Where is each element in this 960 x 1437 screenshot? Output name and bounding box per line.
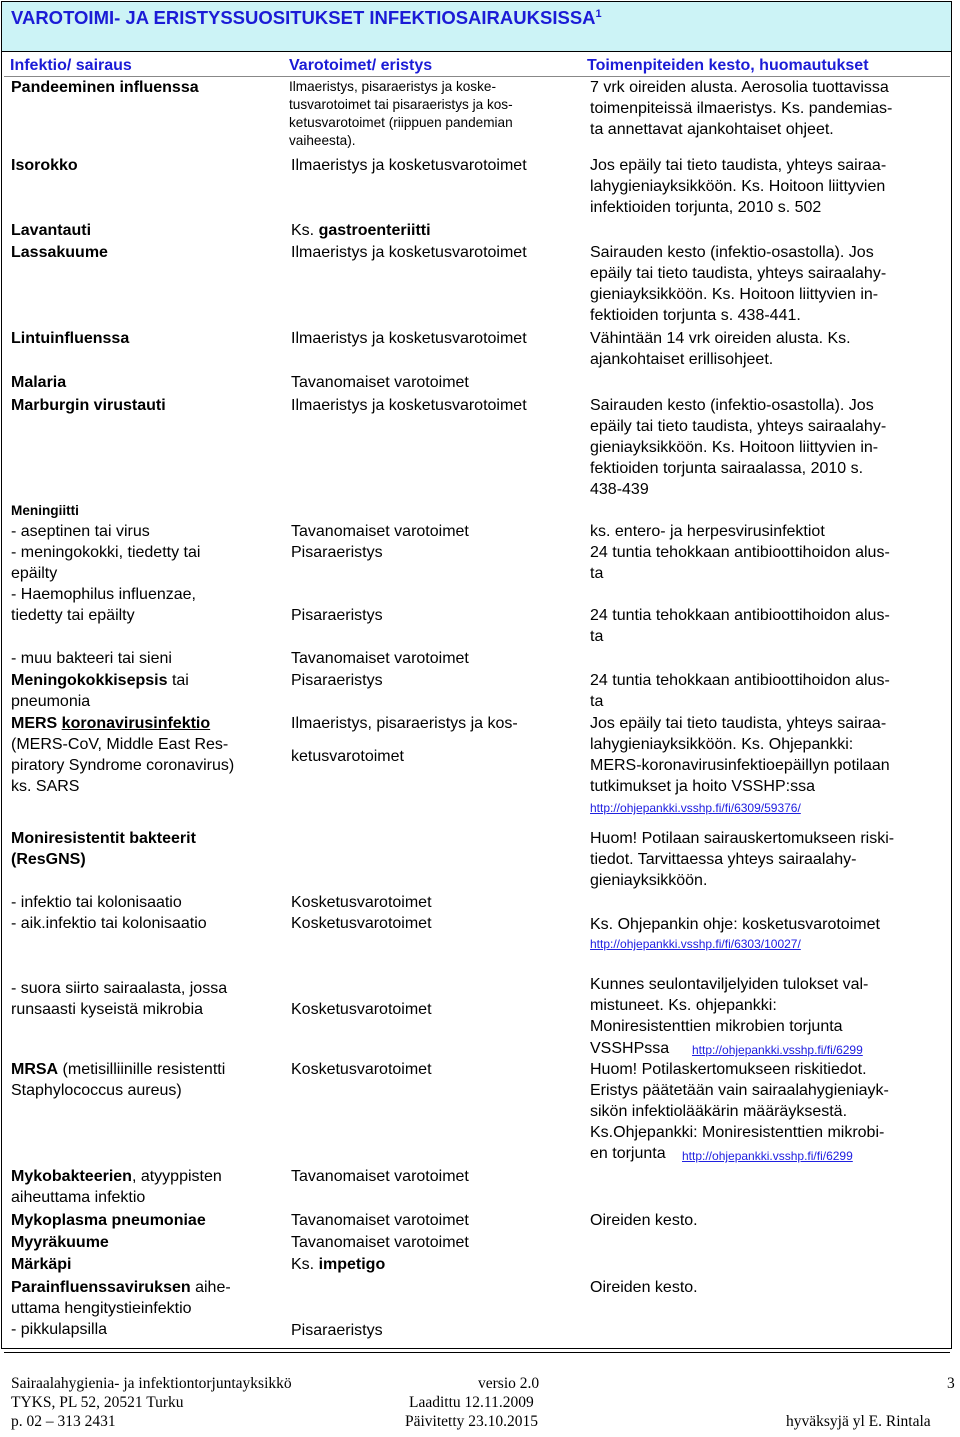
duration-note: ks. entero- ja herpesvirusinfektiot <box>590 523 825 540</box>
disease-name: Parainfluenssaviruksen aihe- uttama hengitystieinfektio - pikkulapsilla <box>11 1279 231 1338</box>
duration-note: 24 tuntia tehokkaan antibioottihoidon alus- ta <box>590 672 890 710</box>
duration-note: Kunnes seulontaviljelyiden tulokset val- mistuneet. Ks. ohjepankki: Moniresistenttien mikrobien torjunta <box>590 976 869 1035</box>
precaution-text: Tavanomaiset varotoimet <box>291 523 469 540</box>
footer-version: versio 2.0 <box>478 1375 540 1392</box>
disease-name: Mykobakteerien, atyyppisten aiheuttama infektio <box>11 1168 222 1206</box>
title-banner <box>1 1 952 52</box>
duration-note: VSSHPssa <box>590 1040 670 1057</box>
disease-subtypes: - aseptinen tai virus - meningokokki, tiedetty tai epäilty - Haemophilus influenzae, tiedetty tai epäilty <box>11 523 201 624</box>
precaution-text: Pisaraeristys <box>291 607 383 624</box>
disease-name: Lassakuume <box>11 244 108 261</box>
precaution-text: Ilmaeristys, pisaraeristys ja koske- tusvarotoimet tai pisaraeristys ja kos- ketusvarotoimet (riippuen pandemian vaiheesta). <box>289 79 513 148</box>
duration-note: Huom! Potilaskertomukseen riskitiedot. Eristys päätetään vain sairaalahygieniayk- sikön infektiolääkärin määräyksestä. Ks.Ohjepankki: Moniresistenttien mikrobi- <box>590 1061 889 1141</box>
precaution-reference: Ks. impetigo <box>291 1256 386 1273</box>
precaution-text: Pisaraeristys <box>291 672 383 689</box>
duration-note: Oireiden kesto. <box>590 1212 698 1229</box>
precaution-reference: Ks. gastroenteriitti <box>291 222 431 239</box>
disease-name: Lavantauti <box>11 222 92 239</box>
disease-name: Pandeeminen influenssa <box>11 79 199 96</box>
duration-note: Ks. Ohjepankin ohje: kosketusvarotoimet <box>590 916 880 933</box>
footer-page-number: 3 <box>947 1375 955 1392</box>
precaution-text: Ilmaeristys ja kosketusvarotoimet <box>291 244 527 261</box>
duration-note: Vähintään 14 vrk oireiden alusta. Ks. ajankohtaiset erillisohjeet. <box>590 330 851 368</box>
disease-subtype: - muu bakteeri tai sieni <box>11 650 172 667</box>
precaution-text: Tavanomaiset varotoimet <box>291 1234 469 1251</box>
ohjepankki-link[interactable]: http://ohjepankki.vsshp.fi/fi/6303/10027/ <box>590 937 801 951</box>
precaution-text: Tavanomaiset varotoimet <box>291 374 469 391</box>
duration-note: Sairauden kesto (infektio-osastolla). Jos epäily tai tieto taudista, yhteys sairaalahy- gieniayksikköön. Ks. Hoitoon liittyvien in- fektioiden torjunta sairaalassa, 2010 s. 438-439 <box>590 397 887 498</box>
precaution-text: Ilmaeristys ja kosketusvarotoimet <box>291 397 527 414</box>
precaution-text: Kosketusvarotoimet <box>291 1001 432 1018</box>
footer-created: Laadittu 12.11.2009 <box>409 1394 534 1411</box>
ohjepankki-link[interactable]: http://ohjepankki.vsshp.fi/fi/6299 <box>692 1043 863 1057</box>
duration-note: Huom! Potilaan sairauskertomukseen riski- tiedot. Tarvittaessa yhteys sairaalahy- gieniayksikköön. <box>590 830 895 889</box>
duration-note: Sairauden kesto (infektio-osastolla). Jos epäily tai tieto taudista, yhteys sairaalahy- gieniayksikköön. Ks. Hoitoon liittyvien in- fektioiden torjunta s. 438-441. <box>590 244 887 324</box>
disease-name: Lintuinfluenssa <box>11 330 130 347</box>
page-title: VAROTOIMI- JA ERISTYSSUOSITUKSET INFEKTIOSAIRAUKSISSA$^1$ <box>11 7 602 28</box>
footer-approver: hyväksyjä yl E. Rintala <box>786 1413 931 1430</box>
precaution-text: Kosketusvarotoimet <box>291 1061 432 1078</box>
disease-subtypes: - suora siirto sairaalasta, jossa runsaasti kyseistä mikrobia <box>11 980 228 1018</box>
precaution-text: Tavanomaiset varotoimet <box>291 650 469 667</box>
duration-note: 24 tuntia tehokkaan antibioottihoidon alus- ta <box>590 607 890 645</box>
disease-name: Mykoplasma pneumoniae <box>11 1212 206 1229</box>
duration-note: 7 vrk oireiden alusta. Aerosolia tuottavissa toimenpiteissä ilmaeristys. Ks. pandemias- ta annettavat ajankohtaiset ohjeet. <box>590 79 893 138</box>
precaution-text: Ilmaeristys, pisaraeristys ja kos- <box>291 715 518 732</box>
column-header-infection: Infektio/ sairaus <box>10 57 132 74</box>
disease-name: Malaria <box>11 374 67 391</box>
footer-updated: Päivitetty 23.10.2015 <box>405 1413 539 1430</box>
disease-name: MRSA (metisilliinille resistentti Staphylococcus aureus) <box>11 1061 226 1099</box>
footer-unit-info: Sairaalahygienia- ja infektiontorjuntayksikkö TYKS, PL 52, 20521 Turku p. 02 – 313 2431 <box>11 1375 292 1430</box>
disease-name: Isorokko <box>11 157 78 174</box>
column-header-duration: Toimenpiteiden kesto, huomautukset <box>587 57 869 74</box>
duration-note: 24 tuntia tehokkaan antibioottihoidon alus- ta <box>590 544 890 582</box>
column-header-precautions: Varotoimet/ eristys <box>289 57 433 74</box>
precaution-text: Pisaraeristys <box>291 544 383 561</box>
duration-note: en torjunta <box>590 1145 666 1162</box>
precaution-text: Tavanomaiset varotoimet <box>291 1212 469 1229</box>
disease-name: Marburgin virustauti <box>11 397 166 414</box>
disease-name: Meningiitti <box>11 503 79 518</box>
disease-name: Myyräkuume <box>11 1234 109 1251</box>
precaution-text: Kosketusvarotoimet Kosketusvarotoimet <box>291 894 432 932</box>
precaution-text: Tavanomaiset varotoimet <box>291 1168 469 1185</box>
disease-name: Moniresistentit bakteerit (ResGNS) <box>11 830 196 868</box>
duration-note: Oireiden kesto. <box>590 1279 698 1296</box>
precaution-text: Ilmaeristys ja kosketusvarotoimet <box>291 330 527 347</box>
precaution-text: ketusvarotoimet <box>291 748 404 765</box>
disease-name: MERS koronavirusinfektio (MERS-CoV, Middle East Res- piratory Syndrome coronavirus) ks. SARS <box>11 715 235 795</box>
duration-note: Jos epäily tai tieto taudista, yhteys sairaa- lahygieniayksikköön. Ks. Ohjepankki: MERS-koronavirusinfektioepäillyn potilaan tutkimukset ja hoito VSSHP:ssa <box>590 715 890 795</box>
disease-name: Meningokokkisepsis tai pneumonia <box>11 672 189 710</box>
ohjepankki-link[interactable]: http://ohjepankki.vsshp.fi/fi/6309/59376/ <box>590 801 801 815</box>
disease-name: Märkäpi <box>11 1256 72 1273</box>
footer-divider <box>4 1352 950 1353</box>
ohjepankki-link[interactable]: http://ohjepankki.vsshp.fi/fi/6299 <box>682 1149 853 1163</box>
disease-subtypes: - infektio tai kolonisaatio - aik.infektio tai kolonisaatio <box>11 894 207 932</box>
precaution-text: Pisaraeristys <box>291 1322 383 1339</box>
duration-note: Jos epäily tai tieto taudista, yhteys sairaa- lahygieniayksikköön. Ks. Hoitoon liittyvien infektioiden torjunta, 2010 s. 502 <box>590 157 887 216</box>
precaution-text: Ilmaeristys ja kosketusvarotoimet <box>291 157 527 174</box>
